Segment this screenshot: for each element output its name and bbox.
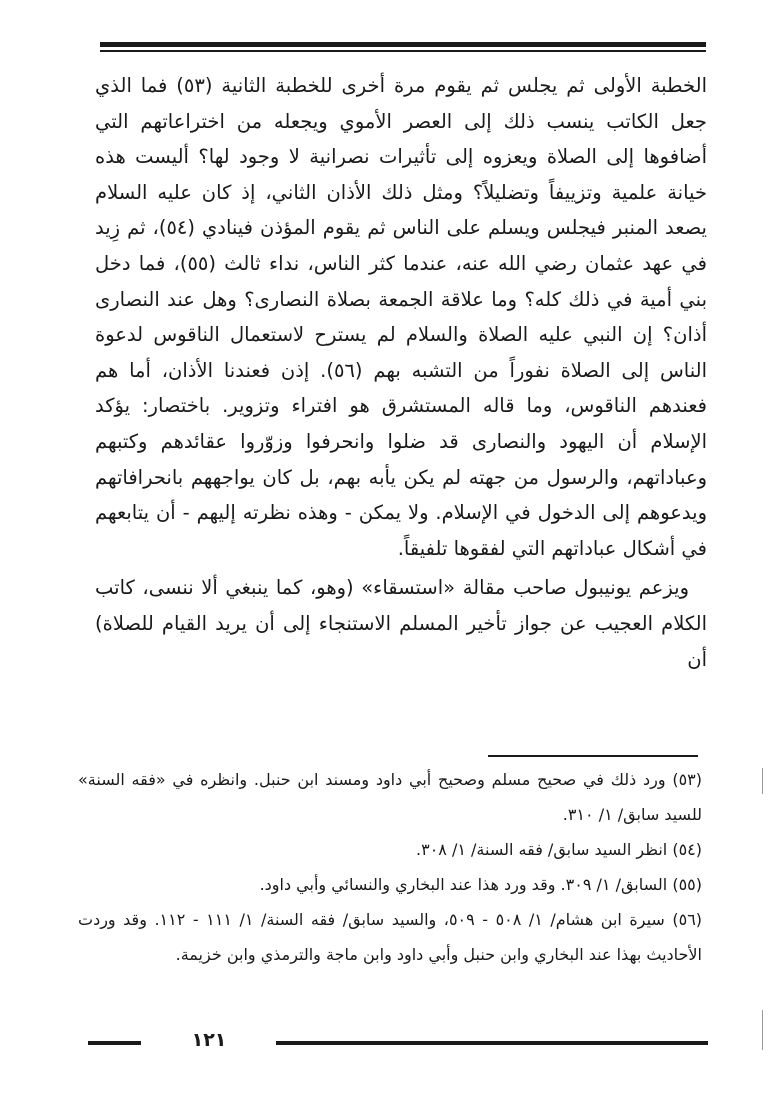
top-thin-rule	[100, 50, 706, 52]
page-number: ١٢١	[191, 1029, 227, 1051]
scan-margin-mark	[762, 768, 763, 794]
footer-rule-right	[276, 1041, 708, 1045]
footnote-55: (٥٥) السابق/ ١/ ٣٠٩. وقد ورد هذا عند البخاري والنسائي وأبي داود.	[259, 875, 702, 894]
top-thick-rule	[100, 42, 706, 47]
body-paragraph-1: الخطبة الأولى ثم يجلس ثم يقوم مرة أخرى للخطبة الثانية (٥٣) فما الذي جعل الكاتب ينسب ذلك إلى العصر الأموي ويجعله من اختراعاتهم التي أضافوها إلى الصلاة ويعزوه إلى تأثيرات نصرانية لا وجود لها؟ أليست هذه خيانة علمية وتزييفاً وتضليلاً؟ ومثل ذلك الأذان الثاني، إذ كان عليه السلام يصعد المنبر فيجلس ويسلم على الناس ثم يقوم المؤذن فينادي (٥٤)، ثم زِيد في عهد عثمان رضي الله عنه، عندما كثر الناس، نداء ثالث (٥٥)، فما دخل بني أمية في ذلك كله؟ وما علاقة الجمعة بصلاة النصارى؟ وهل عند النصارى أذان؟ إن النبي عليه الصلاة والسلام لم يسترح لاستعمال الناقوس لدعوة الناس إلى الصلاة نفوراً من التشبه بهم (٥٦). إذن فعندنا الأذان، أما هم فعندهم الناقوس، وما قاله المستشرق هو افتراء وتزوير. باختصار: يؤكد الإسلام أن اليهود والنصارى قد ضلوا وانحرفوا وزوّروا عقائدهم وكتبهم وعباداتهم، والرسول من جهته لم يكن يأبه بهم، بل كان يواجههم بانحرافاتهم ويدعوهم إلى الدخول في الإسلام. ولا يمكن - وهذه نظرته إليهم - أن يتابعهم في أشكال عباداتهم التي لفقوها تلفيقاً.	[95, 74, 707, 560]
footnote-54: (٥٤) انظر السيد سابق/ فقه السنة/ ١/ ٣٠٨.	[416, 840, 702, 859]
footnote-separator	[488, 755, 698, 757]
body-paragraph-2: ويزعم يونيبول صاحب مقالة «استسقاء» (وهو، كما ينبغي ألا ننسى، كاتب الكلام العجيب عن جواز تأخير المسلم الاستنجاء إلى أن يريد القيام للصلاة) أن	[95, 576, 707, 671]
footnotes	[78, 762, 702, 972]
main-text	[95, 68, 707, 677]
footer-rule-left	[88, 1041, 141, 1045]
scan-margin-mark	[762, 1010, 763, 1050]
page-footer	[88, 1029, 708, 1051]
footnote-53: (٥٣) ورد ذلك في صحيح مسلم وصحيح أبي داود ومسند ابن حنبل. وانظره في «فقه السنة» للسيد سابق/ ١/ ٣١٠.	[78, 770, 702, 824]
footnote-56: (٥٦) سيرة ابن هشام/ ١/ ٥٠٨ - ٥٠٩، والسيد سابق/ فقه السنة/ ١/ ١١١ - ١١٢. وقد وردت الأحاديث بهذا عند البخاري وابن حنبل وأبي داود وابن ماجة والترمذي وابن خزيمة.	[78, 910, 703, 964]
